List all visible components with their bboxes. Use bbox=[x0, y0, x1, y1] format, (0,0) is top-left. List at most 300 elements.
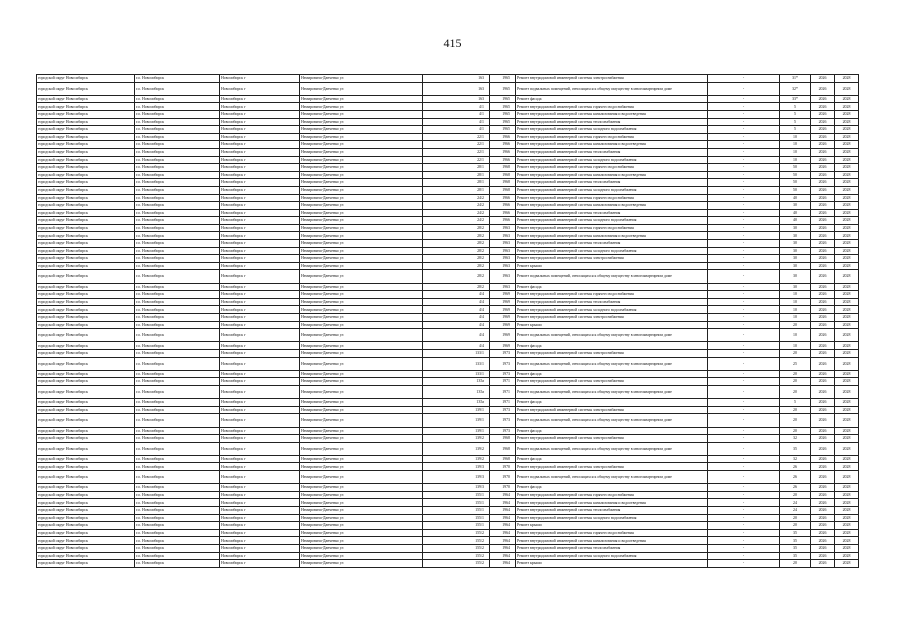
cell-street: Немировича-Данченко ул bbox=[300, 141, 423, 149]
cell-build-year: 1969 bbox=[490, 314, 516, 322]
cell-house-number: 4/1 bbox=[423, 118, 490, 126]
cell-work-type: Ремонт подвальных помещений, относящихся к общему имуществу в многоквартирном доме bbox=[516, 442, 708, 455]
cell-municipal-district: городской округ Новосибирск bbox=[37, 217, 135, 225]
cell-locality: г.о. Новосибирск bbox=[135, 514, 220, 522]
cell-value: 25 bbox=[780, 357, 811, 370]
cell-work-type: Ремонт крыши bbox=[516, 321, 708, 329]
cell-value: 40 bbox=[780, 194, 811, 202]
cell-house-number: 133/1 bbox=[423, 357, 490, 370]
cell-end-year: 2028 bbox=[835, 186, 859, 194]
cell-city: Новосибирск г bbox=[220, 118, 300, 126]
cell-work-type: Ремонт внутридомовой инженерной системы горячего водоснабжения bbox=[516, 133, 708, 141]
cell-dash: - bbox=[708, 255, 780, 263]
cell-city: Новосибирск г bbox=[220, 103, 300, 111]
cell-build-year: 1963 bbox=[490, 255, 516, 263]
cell-end-year: 2028 bbox=[835, 82, 859, 95]
cell-locality: г.о. Новосибирск bbox=[135, 240, 220, 248]
cell-locality: г.о. Новосибирск bbox=[135, 133, 220, 141]
cell-start-year: 2026 bbox=[811, 499, 835, 507]
cell-work-type: Ремонт внутридомовой инженерной системы канализования и водоотведения bbox=[516, 499, 708, 507]
cell-end-year: 2028 bbox=[835, 306, 859, 314]
cell-work-type: Ремонт подвальных помещений, относящихся к общему имуществу в многоквартирном доме bbox=[516, 471, 708, 484]
cell-city: Новосибирск г bbox=[220, 224, 300, 232]
cell-house-number: 4/1 bbox=[423, 103, 490, 111]
cell-dash: - bbox=[708, 514, 780, 522]
cell-locality: г.о. Новосибирск bbox=[135, 406, 220, 414]
cell-dash: - bbox=[708, 95, 780, 103]
cell-build-year: 1965 bbox=[490, 118, 516, 126]
cell-build-year: 1973 bbox=[490, 357, 516, 370]
cell-city: Новосибирск г bbox=[220, 82, 300, 95]
cell-work-type: Ремонт внутридомовой инженерной системы электроснабжения bbox=[516, 314, 708, 322]
cell-start-year: 2026 bbox=[811, 118, 835, 126]
cell-start-year: 2026 bbox=[811, 349, 835, 357]
cell-work-type: Ремонт фасада bbox=[516, 283, 708, 291]
cell-end-year: 2028 bbox=[835, 378, 859, 386]
cell-start-year: 2026 bbox=[811, 427, 835, 435]
cell-house-number: 28/2 bbox=[423, 262, 490, 270]
cell-municipal-district: городской округ Новосибирск bbox=[37, 224, 135, 232]
cell-end-year: 2028 bbox=[835, 202, 859, 210]
cell-value: 33* bbox=[780, 95, 811, 103]
cell-work-type: Ремонт внутридомовой инженерной системы холодного водоснабжения bbox=[516, 156, 708, 164]
cell-dash: - bbox=[708, 306, 780, 314]
cell-street: Немировича-Данченко ул bbox=[300, 378, 423, 386]
cell-value: 35 bbox=[780, 529, 811, 537]
cell-value: 10 bbox=[780, 342, 811, 350]
cell-end-year: 2028 bbox=[835, 283, 859, 291]
cell-street: Немировича-Данченко ул bbox=[300, 306, 423, 314]
cell-street: Немировича-Данченко ул bbox=[300, 224, 423, 232]
cell-build-year: 1963 bbox=[490, 224, 516, 232]
cell-end-year: 2028 bbox=[835, 141, 859, 149]
table-row bbox=[37, 110, 859, 118]
cell-municipal-district: городской округ Новосибирск bbox=[37, 385, 135, 398]
cell-end-year: 2028 bbox=[835, 217, 859, 225]
cell-value: 20 bbox=[780, 370, 811, 378]
cell-city: Новосибирск г bbox=[220, 283, 300, 291]
cell-start-year: 2026 bbox=[811, 321, 835, 329]
cell-end-year: 2028 bbox=[835, 291, 859, 299]
cell-build-year: 1964 bbox=[490, 507, 516, 515]
cell-work-type: Ремонт внутридомовой инженерной системы холодного водоснабжения bbox=[516, 247, 708, 255]
cell-end-year: 2028 bbox=[835, 110, 859, 118]
cell-value: 50 bbox=[780, 164, 811, 172]
cell-build-year: 1970 bbox=[490, 484, 516, 492]
cell-city: Новосибирск г bbox=[220, 427, 300, 435]
table-row bbox=[37, 209, 859, 217]
cell-end-year: 2028 bbox=[835, 370, 859, 378]
cell-municipal-district: городской округ Новосибирск bbox=[37, 270, 135, 283]
cell-dash: - bbox=[708, 357, 780, 370]
cell-city: Новосибирск г bbox=[220, 491, 300, 499]
table-row bbox=[37, 342, 859, 350]
cell-end-year: 2028 bbox=[835, 471, 859, 484]
cell-build-year: 1964 bbox=[490, 514, 516, 522]
cell-city: Новосибирск г bbox=[220, 399, 300, 407]
cell-house-number: 155/2 bbox=[423, 529, 490, 537]
table-row bbox=[37, 75, 859, 83]
cell-build-year: 1969 bbox=[490, 306, 516, 314]
cell-dash: - bbox=[708, 164, 780, 172]
cell-house-number: 28/1 bbox=[423, 186, 490, 194]
cell-value: 30 bbox=[780, 255, 811, 263]
cell-start-year: 2026 bbox=[811, 385, 835, 398]
cell-value: 50 bbox=[780, 179, 811, 187]
cell-street: Немировича-Данченко ул bbox=[300, 499, 423, 507]
cell-city: Новосибирск г bbox=[220, 357, 300, 370]
cell-city: Новосибирск г bbox=[220, 240, 300, 248]
cell-street: Немировича-Данченко ул bbox=[300, 357, 423, 370]
cell-build-year: 1966 bbox=[490, 141, 516, 149]
cell-end-year: 2028 bbox=[835, 270, 859, 283]
cell-city: Новосибирск г bbox=[220, 270, 300, 283]
cell-work-type: Ремонт внутридомовой инженерной системы электроснабжения bbox=[516, 255, 708, 263]
cell-locality: г.о. Новосибирск bbox=[135, 283, 220, 291]
cell-street: Немировича-Данченко ул bbox=[300, 463, 423, 471]
cell-locality: г.о. Новосибирск bbox=[135, 507, 220, 515]
cell-locality: г.о. Новосибирск bbox=[135, 255, 220, 263]
cell-municipal-district: городской округ Новосибирск bbox=[37, 164, 135, 172]
cell-start-year: 2026 bbox=[811, 141, 835, 149]
cell-house-number: 139/1 bbox=[423, 427, 490, 435]
table-row bbox=[37, 194, 859, 202]
cell-street: Немировича-Данченко ул bbox=[300, 270, 423, 283]
cell-house-number: 28/1 bbox=[423, 171, 490, 179]
cell-value: 20 bbox=[780, 406, 811, 414]
cell-locality: г.о. Новосибирск bbox=[135, 314, 220, 322]
cell-start-year: 2026 bbox=[811, 194, 835, 202]
cell-end-year: 2028 bbox=[835, 232, 859, 240]
cell-street: Немировича-Данченко ул bbox=[300, 283, 423, 291]
table-row bbox=[37, 463, 859, 471]
capital-repair-table bbox=[36, 74, 859, 568]
cell-build-year: 1968 bbox=[490, 186, 516, 194]
cell-municipal-district: городской округ Новосибирск bbox=[37, 499, 135, 507]
cell-municipal-district: городской округ Новосибирск bbox=[37, 262, 135, 270]
cell-value: 50 bbox=[780, 186, 811, 194]
cell-street: Немировича-Данченко ул bbox=[300, 427, 423, 435]
cell-city: Новосибирск г bbox=[220, 306, 300, 314]
cell-value: 20 bbox=[780, 378, 811, 386]
cell-start-year: 2026 bbox=[811, 262, 835, 270]
cell-end-year: 2028 bbox=[835, 357, 859, 370]
table-row bbox=[37, 545, 859, 553]
table-row bbox=[37, 133, 859, 141]
cell-start-year: 2026 bbox=[811, 399, 835, 407]
cell-work-type: Ремонт подвальных помещений, относящихся к общему имуществу в многоквартирном доме bbox=[516, 82, 708, 95]
cell-start-year: 2026 bbox=[811, 471, 835, 484]
cell-dash: - bbox=[708, 194, 780, 202]
cell-value: 5 bbox=[780, 399, 811, 407]
cell-city: Новосибирск г bbox=[220, 370, 300, 378]
cell-street: Немировича-Данченко ул bbox=[300, 471, 423, 484]
cell-end-year: 2028 bbox=[835, 255, 859, 263]
cell-street: Немировича-Данченко ул bbox=[300, 103, 423, 111]
cell-locality: г.о. Новосибирск bbox=[135, 224, 220, 232]
cell-dash: - bbox=[708, 82, 780, 95]
cell-start-year: 2026 bbox=[811, 314, 835, 322]
cell-locality: г.о. Новосибирск bbox=[135, 202, 220, 210]
cell-municipal-district: городской округ Новосибирск bbox=[37, 507, 135, 515]
cell-build-year: 1964 bbox=[490, 545, 516, 553]
cell-start-year: 2026 bbox=[811, 75, 835, 83]
cell-end-year: 2028 bbox=[835, 224, 859, 232]
cell-build-year: 1968 bbox=[490, 442, 516, 455]
cell-end-year: 2028 bbox=[835, 118, 859, 126]
cell-dash: - bbox=[708, 217, 780, 225]
cell-start-year: 2026 bbox=[811, 357, 835, 370]
cell-locality: г.о. Новосибирск bbox=[135, 522, 220, 530]
cell-city: Новосибирск г bbox=[220, 314, 300, 322]
cell-street: Немировича-Данченко ул bbox=[300, 484, 423, 492]
cell-end-year: 2028 bbox=[835, 194, 859, 202]
cell-locality: г.о. Новосибирск bbox=[135, 399, 220, 407]
cell-end-year: 2028 bbox=[835, 463, 859, 471]
cell-build-year: 1973 bbox=[490, 427, 516, 435]
cell-locality: г.о. Новосибирск bbox=[135, 171, 220, 179]
cell-city: Новосибирск г bbox=[220, 414, 300, 427]
cell-house-number: 135а bbox=[423, 399, 490, 407]
cell-street: Немировича-Данченко ул bbox=[300, 385, 423, 398]
cell-locality: г.о. Новосибирск bbox=[135, 75, 220, 83]
cell-municipal-district: городской округ Новосибирск bbox=[37, 349, 135, 357]
cell-end-year: 2028 bbox=[835, 247, 859, 255]
cell-start-year: 2026 bbox=[811, 171, 835, 179]
cell-value: 5 bbox=[780, 103, 811, 111]
cell-locality: г.о. Новосибирск bbox=[135, 471, 220, 484]
cell-city: Новосибирск г bbox=[220, 378, 300, 386]
cell-city: Новосибирск г bbox=[220, 171, 300, 179]
cell-work-type: Ремонт фасада bbox=[516, 427, 708, 435]
cell-locality: г.о. Новосибирск bbox=[135, 321, 220, 329]
cell-build-year: 1970 bbox=[490, 471, 516, 484]
cell-city: Новосибирск г bbox=[220, 156, 300, 164]
cell-dash: - bbox=[708, 202, 780, 210]
table-row bbox=[37, 217, 859, 225]
cell-build-year: 1965 bbox=[490, 103, 516, 111]
cell-house-number: 22/1 bbox=[423, 141, 490, 149]
cell-start-year: 2026 bbox=[811, 164, 835, 172]
cell-start-year: 2026 bbox=[811, 240, 835, 248]
table-row bbox=[37, 399, 859, 407]
cell-value: 10 bbox=[780, 133, 811, 141]
cell-build-year: 1964 bbox=[490, 499, 516, 507]
table-row bbox=[37, 247, 859, 255]
cell-street: Немировича-Данченко ул bbox=[300, 247, 423, 255]
cell-locality: г.о. Новосибирск bbox=[135, 378, 220, 386]
cell-dash: - bbox=[708, 491, 780, 499]
cell-start-year: 2026 bbox=[811, 378, 835, 386]
cell-house-number: 4/1 bbox=[423, 126, 490, 134]
cell-end-year: 2028 bbox=[835, 179, 859, 187]
cell-build-year: 1966 bbox=[490, 217, 516, 225]
cell-municipal-district: городской округ Новосибирск bbox=[37, 514, 135, 522]
cell-house-number: 28/2 bbox=[423, 240, 490, 248]
cell-locality: г.о. Новосибирск bbox=[135, 118, 220, 126]
table-row bbox=[37, 141, 859, 149]
cell-locality: г.о. Новосибирск bbox=[135, 95, 220, 103]
cell-value: 20 bbox=[780, 427, 811, 435]
cell-street: Немировича-Данченко ул bbox=[300, 194, 423, 202]
cell-start-year: 2026 bbox=[811, 291, 835, 299]
table-row bbox=[37, 298, 859, 306]
cell-municipal-district: городской округ Новосибирск bbox=[37, 537, 135, 545]
cell-municipal-district: городской округ Новосибирск bbox=[37, 529, 135, 537]
cell-municipal-district: городской округ Новосибирск bbox=[37, 370, 135, 378]
cell-locality: г.о. Новосибирск bbox=[135, 270, 220, 283]
cell-value: 20 bbox=[780, 349, 811, 357]
cell-work-type: Ремонт фасада bbox=[516, 95, 708, 103]
cell-street: Немировича-Данченко ул bbox=[300, 232, 423, 240]
cell-city: Новосибирск г bbox=[220, 202, 300, 210]
cell-build-year: 1969 bbox=[490, 321, 516, 329]
cell-city: Новосибирск г bbox=[220, 186, 300, 194]
cell-locality: г.о. Новосибирск bbox=[135, 306, 220, 314]
cell-street: Немировича-Данченко ул bbox=[300, 399, 423, 407]
cell-build-year: 1968 bbox=[490, 435, 516, 443]
cell-municipal-district: городской округ Новосибирск bbox=[37, 194, 135, 202]
cell-street: Немировича-Данченко ул bbox=[300, 545, 423, 553]
cell-dash: - bbox=[708, 484, 780, 492]
cell-municipal-district: городской округ Новосибирск bbox=[37, 435, 135, 443]
cell-end-year: 2028 bbox=[835, 298, 859, 306]
cell-city: Новосибирск г bbox=[220, 95, 300, 103]
cell-locality: г.о. Новосибирск bbox=[135, 370, 220, 378]
cell-value: 26 bbox=[780, 484, 811, 492]
cell-work-type: Ремонт фасада bbox=[516, 342, 708, 350]
cell-work-type: Ремонт внутридомовой инженерной системы горячего водоснабжения bbox=[516, 529, 708, 537]
cell-value: 5 bbox=[780, 110, 811, 118]
cell-street: Немировича-Данченко ул bbox=[300, 455, 423, 463]
cell-street: Немировича-Данченко ул bbox=[300, 133, 423, 141]
cell-dash: - bbox=[708, 406, 780, 414]
cell-start-year: 2026 bbox=[811, 529, 835, 537]
cell-build-year: 1965 bbox=[490, 126, 516, 134]
cell-build-year: 1966 bbox=[490, 133, 516, 141]
cell-work-type: Ремонт внутридомовой инженерной системы холодного водоснабжения bbox=[516, 126, 708, 134]
cell-house-number: 163 bbox=[423, 82, 490, 95]
cell-build-year: 1971 bbox=[490, 385, 516, 398]
table-row bbox=[37, 171, 859, 179]
cell-value: 50 bbox=[780, 171, 811, 179]
cell-house-number: 155/2 bbox=[423, 552, 490, 560]
cell-work-type: Ремонт фасада bbox=[516, 455, 708, 463]
cell-start-year: 2026 bbox=[811, 217, 835, 225]
cell-start-year: 2026 bbox=[811, 537, 835, 545]
cell-start-year: 2026 bbox=[811, 156, 835, 164]
cell-house-number: 4/1 bbox=[423, 110, 490, 118]
cell-end-year: 2028 bbox=[835, 156, 859, 164]
cell-end-year: 2028 bbox=[835, 385, 859, 398]
cell-house-number: 155/1 bbox=[423, 522, 490, 530]
cell-city: Новосибирск г bbox=[220, 545, 300, 553]
table-row bbox=[37, 314, 859, 322]
cell-dash: - bbox=[708, 179, 780, 187]
cell-start-year: 2026 bbox=[811, 560, 835, 568]
cell-work-type: Ремонт фасада bbox=[516, 370, 708, 378]
cell-dash: - bbox=[708, 141, 780, 149]
cell-end-year: 2028 bbox=[835, 95, 859, 103]
cell-dash: - bbox=[708, 442, 780, 455]
cell-work-type: Ремонт внутридомовой инженерной системы теплоснабжения bbox=[516, 209, 708, 217]
cell-street: Немировича-Данченко ул bbox=[300, 217, 423, 225]
cell-end-year: 2028 bbox=[835, 329, 859, 342]
cell-end-year: 2028 bbox=[835, 349, 859, 357]
capital-repair-table-container bbox=[36, 74, 858, 568]
cell-locality: г.о. Новосибирск bbox=[135, 141, 220, 149]
cell-locality: г.о. Новосибирск bbox=[135, 156, 220, 164]
cell-municipal-district: городской округ Новосибирск bbox=[37, 378, 135, 386]
cell-street: Немировича-Данченко ул bbox=[300, 442, 423, 455]
cell-end-year: 2028 bbox=[835, 560, 859, 568]
table-row bbox=[37, 442, 859, 455]
cell-start-year: 2026 bbox=[811, 103, 835, 111]
cell-work-type: Ремонт внутридомовой инженерной системы горячего водоснабжения bbox=[516, 164, 708, 172]
cell-house-number: 28/1 bbox=[423, 164, 490, 172]
table-row bbox=[37, 484, 859, 492]
cell-street: Немировича-Данченко ул bbox=[300, 110, 423, 118]
cell-house-number: 22/1 bbox=[423, 133, 490, 141]
cell-work-type: Ремонт внутридомовой инженерной системы канализования и водоотведения bbox=[516, 537, 708, 545]
cell-house-number: 28/2 bbox=[423, 224, 490, 232]
cell-dash: - bbox=[708, 240, 780, 248]
cell-municipal-district: городской округ Новосибирск bbox=[37, 545, 135, 553]
cell-locality: г.о. Новосибирск bbox=[135, 537, 220, 545]
cell-work-type: Ремонт внутридомовой инженерной системы холодного водоснабжения bbox=[516, 217, 708, 225]
cell-city: Новосибирск г bbox=[220, 560, 300, 568]
cell-dash: - bbox=[708, 370, 780, 378]
cell-street: Немировича-Данченко ул bbox=[300, 435, 423, 443]
cell-value: 35 bbox=[780, 545, 811, 553]
cell-build-year: 1965 bbox=[490, 82, 516, 95]
cell-house-number: 4/4 bbox=[423, 291, 490, 299]
cell-build-year: 1963 bbox=[490, 270, 516, 283]
cell-city: Новосибирск г bbox=[220, 507, 300, 515]
cell-municipal-district: городской округ Новосибирск bbox=[37, 298, 135, 306]
table-row bbox=[37, 514, 859, 522]
cell-work-type: Ремонт подвальных помещений, относящихся к общему имуществу в многоквартирном доме bbox=[516, 357, 708, 370]
cell-work-type: Ремонт внутридомовой инженерной системы горячего водоснабжения bbox=[516, 194, 708, 202]
cell-street: Немировича-Данченко ул bbox=[300, 537, 423, 545]
cell-dash: - bbox=[708, 507, 780, 515]
cell-start-year: 2026 bbox=[811, 110, 835, 118]
cell-value: 20 bbox=[780, 321, 811, 329]
cell-build-year: 1969 bbox=[490, 342, 516, 350]
cell-build-year: 1966 bbox=[490, 156, 516, 164]
cell-build-year: 1973 bbox=[490, 414, 516, 427]
cell-municipal-district: городской округ Новосибирск bbox=[37, 255, 135, 263]
cell-locality: г.о. Новосибирск bbox=[135, 291, 220, 299]
table-row bbox=[37, 329, 859, 342]
cell-dash: - bbox=[708, 209, 780, 217]
cell-end-year: 2028 bbox=[835, 209, 859, 217]
cell-build-year: 1968 bbox=[490, 179, 516, 187]
cell-municipal-district: городской округ Новосибирск bbox=[37, 291, 135, 299]
table-row bbox=[37, 370, 859, 378]
table-row bbox=[37, 378, 859, 386]
cell-street: Немировича-Данченко ул bbox=[300, 75, 423, 83]
cell-street: Немировича-Данченко ул bbox=[300, 171, 423, 179]
cell-street: Немировича-Данченко ул bbox=[300, 329, 423, 342]
cell-city: Новосибирск г bbox=[220, 499, 300, 507]
table-row bbox=[37, 224, 859, 232]
cell-house-number: 139/1 bbox=[423, 414, 490, 427]
cell-build-year: 1966 bbox=[490, 209, 516, 217]
cell-dash: - bbox=[708, 224, 780, 232]
table-row bbox=[37, 255, 859, 263]
cell-dash: - bbox=[708, 529, 780, 537]
